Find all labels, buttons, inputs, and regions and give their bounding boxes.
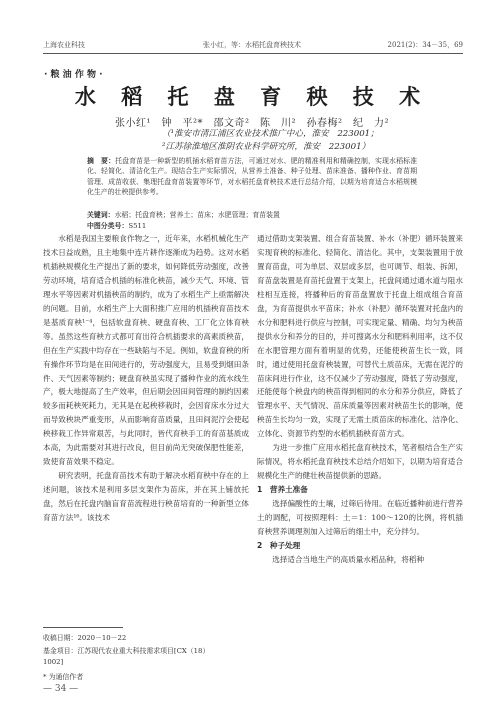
footnote-fund: 基金项目：江苏现代农业重大科技需求项目[CX（18） [43,647,210,655]
section-text: 选择偏酸性的土壤，过筛后待用。在临近播种前进行营养土的调配，可按照理料：土＝1：100～120的比例，将机插育秧营养调理剂加入过筛后的细土中，充分拌匀。 [257,499,463,537]
page-number: — 34 — [43,684,79,694]
keywords-label: 关键词： [87,211,115,219]
footnote-received: 收稿日期：2020－10－22 [43,634,127,642]
keywords-text: 水稻；托盘育秧；营养土；苗床；水肥管理；育苗装置 [114,211,280,219]
body-paragraph: 通过借助支架装置、组合育苗装置、补水（补肥）循环装置来实现育秧的标准化、轻简化、清洁化。其中，支架装置用于放置育苗盘，可为单层、双层或多层，也可调节、组装、拆卸，育苗盘装置是育苗托盘置于支架上，托盘间通过通水道与阻水柱相互连接，将播种后的育苗盘置放于托盘上组成组合育苗盘，为育苗提供水平苗床；补水（补肥）循环装置对托盘内的水分和肥料进行供应与控制，可实现定量、精确、均匀为秧苗提供水分和养分的目的，并可搜离水分和肥料利用率，这不仅在水肥管理方面有着明显的优势，还能使秧苗生长一致，同时，通过使用托盘育秧装置，可替代土质苗床，无需在泥泞的苗床间进行作业，这不仅减少了劳动强度，降低了劳动强度，还能使每个秧盘内的秧苗得到相同的水分和养分供应，降低了管理水平、天气情况、苗床质量等因素对秧苗生长的影响，使秧苗生长均匀一致，实现了无需土质苗床的标准化、洁净化、立体化、资源节约型的水稻机插秧育苗方式。 [257,234,463,439]
body-paragraph: 为进一步推广应用水稻托盘育秧技术，笔者根结合生产实际情况，将水稻托盘育秧技术总结介绍如下，以期为培育适合规模化生产的健壮秧苗提供新的思路。 [257,443,463,481]
section-heading: 1 营养土准备 [257,485,308,495]
body-left-column [43,232,249,525]
footnote-fund-cont: 1002] [43,658,64,666]
section-heading: 2 种子处理 [257,540,301,550]
footnote-corresponding: * 为通信作者 [43,673,84,681]
issue-info: 2021(2)：34－35，69 [387,41,463,49]
running-authors: 张小红，等：水稻托盘育秧技术 [203,41,301,49]
affiliation-2: ²江苏徐淮地区淮阴农业科学研究所，淮安 223001） [162,142,371,152]
abstract-label: 摘 要： [87,157,116,165]
classification-label: 中图分类号： [87,222,129,230]
abstract [87,156,417,198]
body-right-column [257,232,463,567]
journal-name: 上海农业科技 [43,41,85,49]
footnote-rule [43,627,123,628]
running-header [43,40,463,52]
article-title: 水 稻 托 盘 育 秧 技 术 [74,84,430,109]
keywords [87,209,417,219]
abstract-text: 托盘育苗是一种新型的机插水稻育苗方法，可通过对水、肥的精准利用和精确控制，实现水稻标准化、轻简化、清洁化生产。现结合生产实际情况，从营养土准备、种子处理、苗床准备、播种作业、育苗期管理、成苗收获、集理托盘育苗装置等环节，对水稻托盘育秧技术进行总结介绍，以期为培育适合水稻规模化生产的壮秧提供参考。 [87,157,418,197]
section-text: 选择适合当地生产的高质量水稻品种，将稻种 [272,554,425,564]
column-tag: · 粮 油 作 物 · [44,70,103,80]
author-list: 张小红¹ 钟 平²* 邵文奇² 陈 川² 孙春梅² 纪 力² [114,118,390,129]
body-paragraph: 研究表明，托盘育苗技术有助于解决水稻育秧中存在的上述问题，该技术是利用多层支架作为苗床，并在其上铺放托盘，然后在托盘内脑盲育苗流程进行秧苗培育的一种新型立体育苗方法¹⁶。该技术 [43,471,249,523]
affiliation-1: （¹淮安市清江浦区农业技术推广中心，淮安 223001； [162,129,379,139]
classification-number [87,220,417,230]
classification-text: S511 [128,222,147,230]
header-rule [43,53,463,54]
body-paragraph: 水稻是我国主要粮食作物之一，近年来，水稻机械化生产技术日益成熟，且主地集中连片耕作逐渐成为趋势。这对水稻机插秧规模化生产提出了新的要求，如何降低劳动强度，改善劳动环境，培育适合机插的标准化秧苗，减少天气、环境、管理水平等因素对机插秧苗的制约，成为了水稻生产上亟需解决的问题。目前，水稻生产上大面积推广应用的机插秧育苗技术是基质育秧¹⁻⁴，包括软盘育秧、硬盘育秧、工厂化立体育秧等。虽然这些育秧方式都可育出符合机插要求的高素质秧苗，但在生产实践中均存在一些缺陷与不足。例如，软盘育秧的所有操作环节均是在田间进行的，劳动强度大，且易受到烟田条件、天气因素等制约；硬盘育秧虽实现了播种作业的流水线生产，极大地提高了生产效率，但后期会因田间管理的制约因素较多而耗秧死耗力，无其是在起秧移栽时，会因育床水分过大而导致秧块严重变形，从而影响育苗质量，且田间泥泞会使起秧移栽工作异常艰苦，与此同时，皆代育秧手工的育苗基质成本高，为此需要对其进行改良，但目前尚无突破保肥性能差，致使育苗效果不稳定。 [43,234,249,467]
